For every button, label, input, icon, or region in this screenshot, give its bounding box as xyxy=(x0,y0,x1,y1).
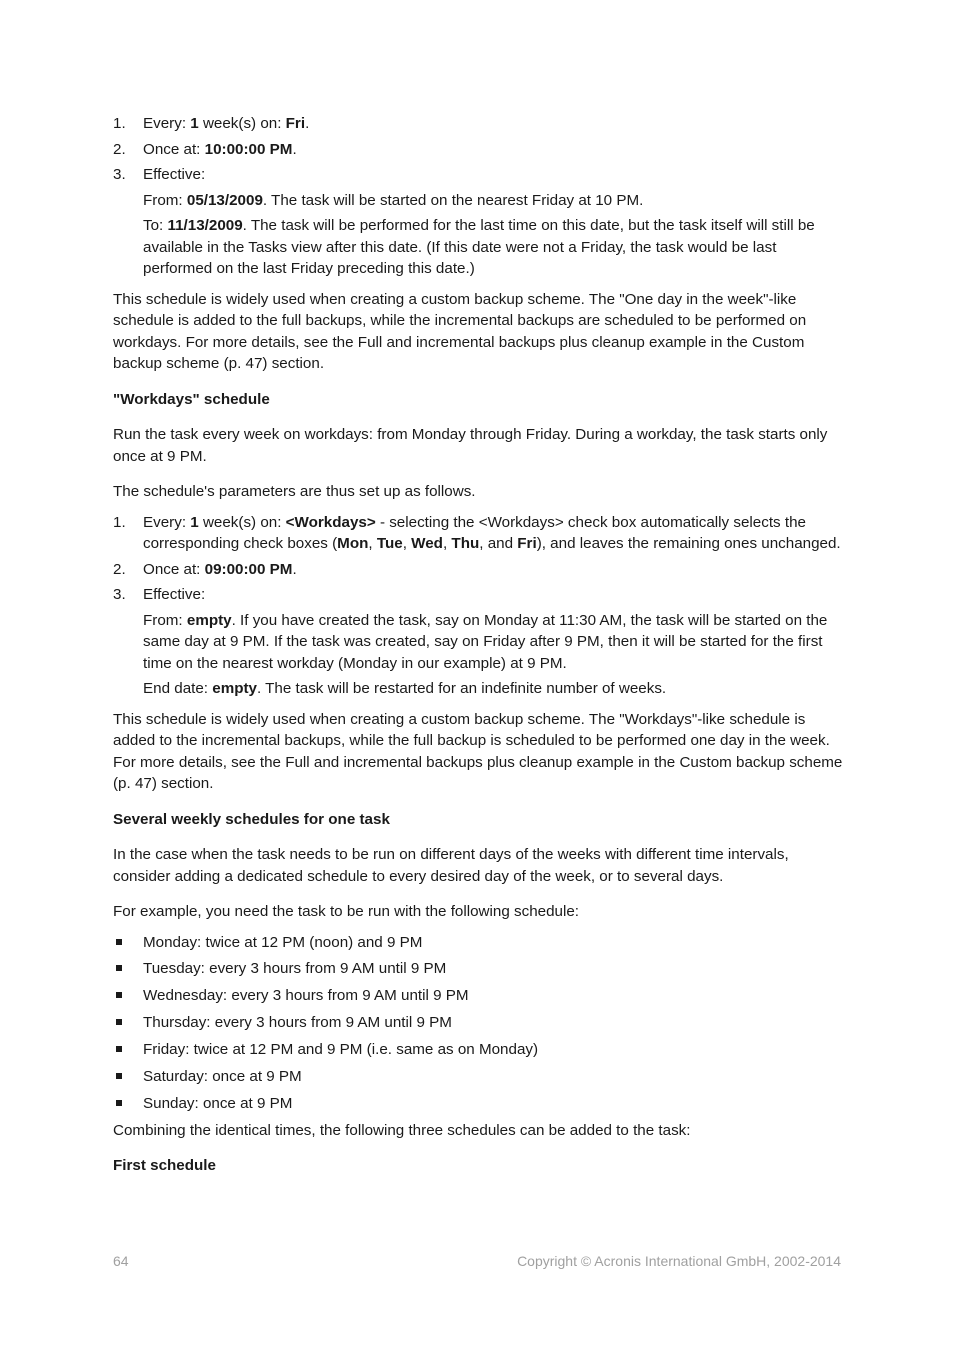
bullet-square-icon xyxy=(116,992,122,998)
page-number: 64 xyxy=(113,1253,129,1269)
effective-to xyxy=(113,215,848,280)
text: Sunday: once at 9 PM xyxy=(143,1094,293,1112)
bold-value: empty xyxy=(212,680,257,697)
bold-value: Fri xyxy=(285,115,306,132)
text: . xyxy=(292,560,297,578)
list-number: 1. xyxy=(113,115,126,132)
list-item xyxy=(113,584,848,606)
bold-value: 1 xyxy=(190,513,199,531)
section-heading: Several weekly schedules for one task xyxy=(113,810,390,828)
bullet-square-icon xyxy=(116,1100,122,1106)
list-item xyxy=(113,559,848,581)
text: Every: xyxy=(143,115,191,132)
list-item xyxy=(113,958,848,980)
list-number: 3. xyxy=(113,586,126,603)
text: Every: xyxy=(143,513,191,531)
text: , xyxy=(442,535,452,552)
list-item xyxy=(113,512,848,555)
text: From: xyxy=(143,191,187,209)
bold-value: empty xyxy=(186,611,232,629)
text: . The task will be restarted for an indefinite number of weeks. xyxy=(256,680,667,697)
text: . The task will be performed for the last time on this date, but the task itself will still be available in the Tasks view after this date. (If this date were not a Friday, the task would be last performed on the last Friday preceding this date.) xyxy=(143,217,815,277)
text: Once at: xyxy=(143,560,205,578)
bold-value: 11/13/2009 xyxy=(167,217,243,234)
list-number: 2. xyxy=(113,140,126,158)
list-number: 1. xyxy=(113,513,126,531)
text: . xyxy=(292,140,297,158)
list-item xyxy=(113,985,848,1007)
bullet-square-icon xyxy=(116,1073,122,1079)
text: Effective: xyxy=(143,166,206,183)
bold-value: 10:00:00 PM xyxy=(204,140,293,158)
text: Friday: twice at 12 PM and 9 PM (i.e. same as on Monday) xyxy=(143,1041,539,1059)
text: From: xyxy=(143,611,187,629)
bold-value: Tue xyxy=(376,535,403,552)
list-number: 3. xyxy=(113,166,126,183)
text: - selecting the <Workdays> check box automatically selects the corresponding check boxes ( xyxy=(143,513,806,552)
text: . The task will be started on the nearest Friday at 10 PM. xyxy=(262,191,644,209)
list-number: 2. xyxy=(113,560,126,578)
list-item xyxy=(113,1066,848,1088)
text: Wednesday: every 3 hours from 9 AM until 9 PM xyxy=(143,987,469,1005)
list-item xyxy=(113,1039,848,1061)
bullet-square-icon xyxy=(116,1046,122,1052)
bullet-square-icon xyxy=(116,939,122,945)
paragraph: The schedule's parameters are thus set up as follows. xyxy=(113,483,476,500)
text: Saturday: once at 9 PM xyxy=(143,1067,302,1085)
bold-value: 09:00:00 PM xyxy=(204,560,293,578)
bold-value: Wed xyxy=(411,535,443,552)
bullet-square-icon xyxy=(116,965,122,971)
effective-from xyxy=(113,190,848,212)
text: To: xyxy=(143,217,168,234)
list-item xyxy=(113,1012,848,1034)
text: Monday: twice at 12 PM (noon) and 9 PM xyxy=(143,933,423,951)
paragraph: Run the task every week on workdays: from Monday through Friday. During a workday, the task starts only once at 9 PM. xyxy=(113,426,828,465)
text: Effective: xyxy=(143,586,206,603)
text: . If you have created the task, say on Monday at 11:30 AM, the task will be started on the same day at 9 PM. If the task was created, say on Friday after 9 PM, then it will be started for the first time on the nearest workday (Monday in our example) at 9 PM. xyxy=(143,611,828,672)
list-item xyxy=(113,139,848,161)
section-heading: First schedule xyxy=(113,1157,216,1175)
bold-value: Thu xyxy=(451,535,480,552)
bold-value: Fri xyxy=(517,535,537,552)
bold-value: Mon xyxy=(337,535,369,552)
bullet-square-icon xyxy=(116,1019,122,1025)
text: week(s) on: xyxy=(198,115,286,132)
effective-from xyxy=(113,610,848,675)
text: week(s) on: xyxy=(198,513,286,531)
paragraph: In the case when the task needs to be run on different days of the weeks with different time intervals, consider adding a dedicated schedule to every desired day of the week, or to several days. xyxy=(113,846,789,885)
copyright-notice: Copyright © Acronis International GmbH, 2002-2014 xyxy=(517,1253,841,1269)
page-content xyxy=(113,113,848,1191)
text: , xyxy=(402,535,412,552)
list-item xyxy=(113,164,848,186)
section-heading: "Workdays" schedule xyxy=(113,390,270,408)
text: Thursday: every 3 hours from 9 AM until 9 PM xyxy=(143,1014,452,1032)
text: ), and leaves the remaining ones unchanged. xyxy=(536,535,841,552)
text: , xyxy=(368,535,377,552)
text: Once at: xyxy=(143,140,205,158)
text: Tuesday: every 3 hours from 9 AM until 9 PM xyxy=(143,960,447,978)
paragraph: This schedule is widely used when creating a custom backup scheme. The "Workdays"-like schedule is added to the incremental backups, while the full backup is scheduled to be performed one day in the week. For more details, see the Full and incremental backups plus cleanup example in the Custom backup scheme (p. 47) section. xyxy=(113,710,843,792)
text: , and xyxy=(479,535,518,552)
list-item xyxy=(113,1093,848,1115)
paragraph: This schedule is widely used when creating a custom backup scheme. The "One day in the week"-like schedule is added to the full backups, while the incremental backups are scheduled to be performed on workdays. For more details, see the Full and incremental backups plus cleanup example in the Custom backup scheme (p. 47) section. xyxy=(113,290,807,372)
effective-end-date xyxy=(113,678,848,700)
text: End date: xyxy=(143,680,213,697)
bold-value: 05/13/2009 xyxy=(186,191,263,209)
bold-value: 1 xyxy=(190,115,199,132)
list-item xyxy=(113,932,848,954)
list-item xyxy=(113,113,848,135)
paragraph: Combining the identical times, the following three schedules can be added to the task: xyxy=(113,1121,691,1139)
text: . xyxy=(305,115,310,132)
paragraph: For example, you need the task to be run with the following schedule: xyxy=(113,903,580,920)
bold-value: <Workdays> xyxy=(285,513,376,531)
